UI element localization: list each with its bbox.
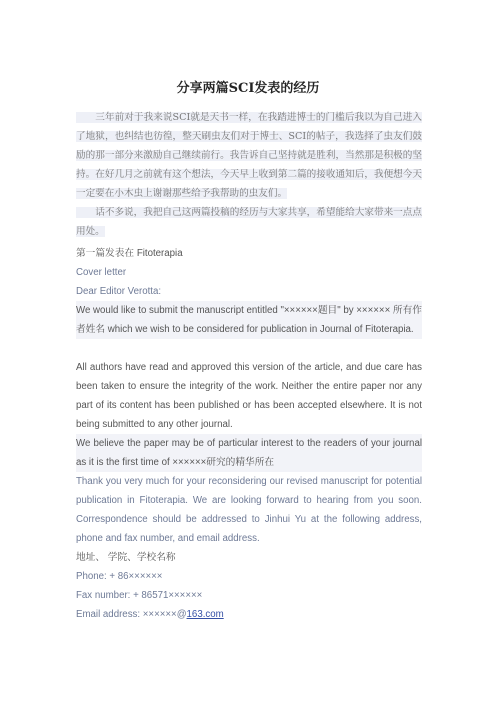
letter-paragraph-1: We would like to submit the manuscript entitled "××××××题目" by ×××××× 所有作者姓名 which we wish to be considered for publication in Journal of Fitoterapia. <box>76 301 422 339</box>
contact-address: 地址、 学院、学校名称 <box>76 552 176 563</box>
document-title: 分享两篇SCI发表的经历 <box>176 81 320 96</box>
intro-paragraph-1 <box>76 108 422 203</box>
letter-paragraph-4: Thank you very much for your reconsidering our revised manuscript for potential publication in Fitoterapia. We are looking forward to hearing from you soon. Correspondence should be addressed to Jinhui Yu at the following address, phone and fax number, and email address. <box>76 476 422 544</box>
intro-paragraph-2-text: 话不多说，我把自己这两篇投稿的经历与大家共享，希望能给大家带来一点点用处。 <box>76 207 422 237</box>
contact-email-prefix: Email address: ××××××@ <box>76 609 187 620</box>
contact-fax: Fax number: + 86571×××××× <box>76 590 203 601</box>
letter-greeting: Dear Editor Verotta: <box>76 286 162 297</box>
letter-paragraph-2: All authors have read and approved this version of the article, and due care has been taken to ensure the integrity of the work. Neither the entire paper nor any part of its content has been published or has been accepted elsewhere. It is not being submitted to any other journal. <box>76 362 422 430</box>
first-paper-heading: 第一篇发表在 Fitoterapia <box>76 248 183 259</box>
contact-phone: Phone: + 86×××××× <box>76 571 163 582</box>
letter-paragraph-3: We believe the paper may be of particular interest to the readers of your journal as it is the first time of ××××××研究的精华所在 <box>76 434 422 472</box>
contact-email <box>76 605 422 624</box>
intro-paragraph-2 <box>76 203 422 241</box>
email-link[interactable]: 163.com <box>186 609 224 620</box>
cover-letter-heading: Cover letter <box>76 267 127 278</box>
intro-paragraph-1-text: 三年前对于我来说SCI就是天书一样，在我踏进博士的门槛后我以为自己进入了地狱，也纠结也彷徨，整天刷虫友们对于博士、SCI的帖子，我选择了虫友们鼓励的那一部分来激励自己继续前行。我告诉自己坚持就是胜利，当然那是积极的坚持。在好几月之前就有这个想法，今天早上收到第二篇的接收通知后，我便想今天一定要在小木虫上谢谢那些给予我帮助的虫友们。 <box>76 112 422 199</box>
